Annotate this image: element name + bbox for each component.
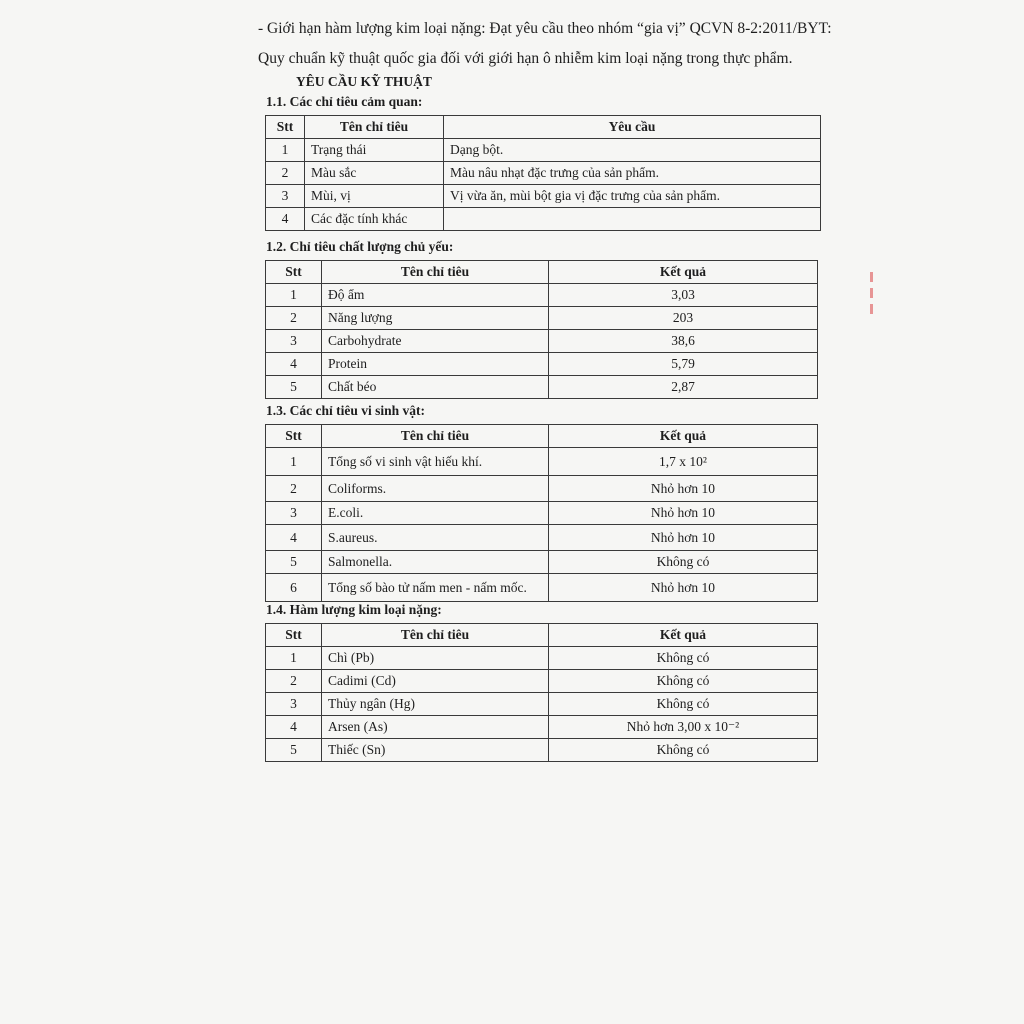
cell-name: Protein [322, 353, 549, 376]
table-header-row [266, 261, 818, 284]
table-row [266, 185, 821, 208]
cell-value: Nhỏ hơn 10 [549, 502, 818, 525]
cell-name: Tổng số bào tử nấm men - nấm mốc. [322, 574, 549, 602]
header-value: Kết quả [549, 425, 818, 448]
section-title-1-4: 1.4. Hàm lượng kim loại nặng: [266, 602, 442, 617]
intro-line-1: - Giới hạn hàm lượng kim loại nặng: Đạt yêu cầu theo nhóm “gia vị” QCVN 8-2:2011/BYT: [258, 20, 832, 37]
table-row [266, 716, 818, 739]
cell-stt: 5 [266, 551, 322, 574]
table-row [266, 502, 818, 525]
header-value: Kết quả [549, 624, 818, 647]
cell-value: Nhỏ hơn 10 [549, 476, 818, 502]
cell-name: Salmonella. [322, 551, 549, 574]
intro-paragraph [258, 14, 858, 74]
cell-name: Các đặc tính khác [305, 208, 444, 231]
cell-name: Tổng số vi sinh vật hiếu khí. [322, 448, 549, 476]
cell-name: Cadimi (Cd) [322, 670, 549, 693]
table-row [266, 208, 821, 231]
red-stamp-mark [868, 268, 876, 330]
cell-stt: 2 [266, 670, 322, 693]
cell-value: 1,7 x 10² [549, 448, 818, 476]
cell-name: E.coli. [322, 502, 549, 525]
cell-name: Màu sắc [305, 162, 444, 185]
cell-name: Độ ẩm [322, 284, 549, 307]
table-header-row [266, 425, 818, 448]
cell-stt: 2 [266, 162, 305, 185]
table-header-row [266, 116, 821, 139]
cell-value: 3,03 [549, 284, 818, 307]
header-value: Kết quả [549, 261, 818, 284]
section-title-1-3: 1.3. Các chỉ tiêu vi sinh vật: [266, 403, 426, 418]
cell-name: Mùi, vị [305, 185, 444, 208]
cell-name: Thủy ngân (Hg) [322, 693, 549, 716]
cell-stt: 5 [266, 376, 322, 399]
table-row [266, 284, 818, 307]
table-row [266, 330, 818, 353]
cell-name: Arsen (As) [322, 716, 549, 739]
cell-stt: 1 [266, 647, 322, 670]
cell-stt: 4 [266, 208, 305, 231]
cell-value: 5,79 [549, 353, 818, 376]
cell-value: Nhỏ hơn 10 [549, 574, 818, 602]
cell-name: Chất béo [322, 376, 549, 399]
table-row [266, 670, 818, 693]
table-sensory [265, 115, 821, 231]
header-stt: Stt [266, 425, 322, 448]
cell-value: Dạng bột. [444, 139, 821, 162]
table-row [266, 353, 818, 376]
table-microbial [265, 424, 818, 602]
cell-stt: 2 [266, 476, 322, 502]
cell-value [444, 208, 821, 231]
intro-line-2: Quy chuẩn kỹ thuật quốc gia đối với giới hạn ô nhiễm kim loại nặng trong thực phẩm. [258, 50, 793, 67]
cell-stt: 4 [266, 353, 322, 376]
cell-stt: 3 [266, 693, 322, 716]
cell-value: 38,6 [549, 330, 818, 353]
cell-stt: 4 [266, 525, 322, 551]
cell-name: Carbohydrate [322, 330, 549, 353]
header-name: Tên chỉ tiêu [322, 425, 549, 448]
cell-name: Thiếc (Sn) [322, 739, 549, 762]
header-stt: Stt [266, 624, 322, 647]
cell-stt: 6 [266, 574, 322, 602]
table-row [266, 139, 821, 162]
cell-value: Không có [549, 693, 818, 716]
header-name: Tên chỉ tiêu [322, 261, 549, 284]
cell-stt: 5 [266, 739, 322, 762]
table-row [266, 525, 818, 551]
cell-stt: 3 [266, 502, 322, 525]
table-row [266, 376, 818, 399]
table-row [266, 307, 818, 330]
table-quality [265, 260, 818, 399]
table-row [266, 739, 818, 762]
section-title-1-2: 1.2. Chỉ tiêu chất lượng chủ yếu: [266, 239, 454, 254]
header-stt: Stt [266, 116, 305, 139]
table-row [266, 476, 818, 502]
cell-stt: 4 [266, 716, 322, 739]
cell-value: Nhỏ hơn 3,00 x 10⁻² [549, 716, 818, 739]
table-row [266, 647, 818, 670]
table-row [266, 693, 818, 716]
header-name: Tên chỉ tiêu [305, 116, 444, 139]
table-heavy-metals [265, 623, 818, 762]
cell-value: Nhỏ hơn 10 [549, 525, 818, 551]
section-title-1-1: 1.1. Các chỉ tiêu cảm quan: [266, 94, 423, 109]
table-header-row [266, 624, 818, 647]
cell-value: Không có [549, 739, 818, 762]
cell-name: Coliforms. [322, 476, 549, 502]
cell-stt: 3 [266, 330, 322, 353]
cell-value: Vị vừa ăn, mùi bột gia vị đặc trưng của sản phẩm. [444, 185, 821, 208]
table-row [266, 574, 818, 602]
cell-value: Không có [549, 670, 818, 693]
table-row [266, 162, 821, 185]
header-name: Tên chỉ tiêu [322, 624, 549, 647]
cell-name: Chì (Pb) [322, 647, 549, 670]
header-stt: Stt [266, 261, 322, 284]
header-value: Yêu cầu [444, 116, 821, 139]
table-row [266, 448, 818, 476]
cell-value: Không có [549, 647, 818, 670]
cell-stt: 3 [266, 185, 305, 208]
cell-stt: 1 [266, 139, 305, 162]
cell-value: 2,87 [549, 376, 818, 399]
cell-value: Không có [549, 551, 818, 574]
cell-stt: 2 [266, 307, 322, 330]
cell-value: 203 [549, 307, 818, 330]
cell-name: Năng lượng [322, 307, 549, 330]
cell-stt: 1 [266, 448, 322, 476]
section-heading: YÊU CẦU KỸ THUẬT [296, 74, 432, 89]
cell-value: Màu nâu nhạt đặc trưng của sản phẩm. [444, 162, 821, 185]
cell-name: S.aureus. [322, 525, 549, 551]
cell-name: Trạng thái [305, 139, 444, 162]
table-row [266, 551, 818, 574]
cell-stt: 1 [266, 284, 322, 307]
